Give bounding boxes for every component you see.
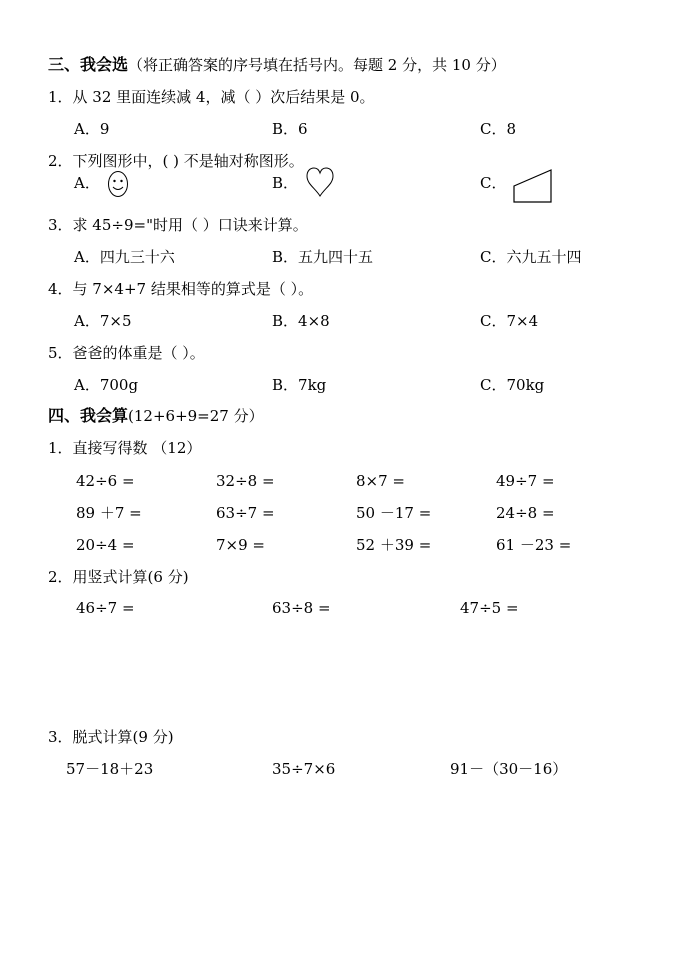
stepwise-calc-item: 35÷7×6 — [272, 760, 336, 778]
trapezoid-icon — [512, 168, 554, 204]
question-5-option-b: B．7kg — [272, 376, 327, 394]
section4-title: 四、我会算 — [48, 406, 129, 425]
calc-item: 24÷8 = — [496, 504, 555, 522]
question-5-option-a: A．700g — [74, 376, 139, 394]
vertical-calc-item: 47÷5 = — [460, 599, 519, 617]
section4-note: (12+6+9=27 分） — [128, 407, 264, 425]
question-2-option-a — [74, 173, 100, 193]
calc-item: 63÷7 = — [216, 504, 275, 522]
question-4-stem: 4．与 7×4+7 结果相等的算式是（ ）。 — [48, 280, 314, 298]
part2-title: 2．用竖式计算(6 分) — [48, 568, 189, 586]
vertical-calc-item: 46÷7 = — [76, 599, 135, 617]
section3-title: 三、我会选 — [48, 55, 129, 74]
calc-item: 52 ＋39 = — [356, 536, 432, 554]
question-2-stem: 2．下列图形中，( ) 不是轴对称图形。 — [48, 152, 304, 170]
part3-title: 3．脱式计算(9 分) — [48, 728, 174, 746]
calc-item: 49÷7 = — [496, 472, 555, 490]
question-4-option-c: C．7×4 — [480, 312, 539, 330]
heart-icon — [305, 166, 335, 198]
part1-title: 1．直接写得数 （12） — [48, 439, 202, 457]
question-1-option-c: C．8 — [480, 120, 517, 138]
calc-item: 42÷6 = — [76, 472, 135, 490]
section3-note: （将正确答案的序号填在括号内。每题 2 分，共 10 分） — [128, 56, 506, 74]
question-3-option-a: A．四九三十六 — [74, 248, 175, 266]
calc-item: 8×7 = — [356, 472, 405, 490]
section3-heading — [48, 55, 506, 75]
question-2-option-b — [272, 173, 298, 193]
calc-item: 32÷8 = — [216, 472, 275, 490]
stepwise-calc-item: 57－18＋23 — [66, 760, 154, 778]
question-2-option-c-label: C． — [480, 174, 507, 192]
stepwise-calc-item: 91－（30－16） — [450, 760, 568, 778]
calc-item: 7×9 = — [216, 536, 265, 554]
question-5-stem: 5．爸爸的体重是（ ）。 — [48, 344, 205, 362]
question-1-option-b: B．6 — [272, 120, 308, 138]
question-3-option-b: B．五九四十五 — [272, 248, 374, 266]
question-4-option-a: A．7×5 — [74, 312, 132, 330]
question-4-option-b: B．4×8 — [272, 312, 330, 330]
calc-item: 20÷4 = — [76, 536, 135, 554]
question-2-option-c — [480, 173, 506, 193]
question-2-option-a-label: A． — [74, 174, 100, 192]
calc-item: 61 －23 = — [496, 536, 572, 554]
question-1-stem: 1．从 32 里面连续减 4，减（ ）次后结果是 0。 — [48, 88, 375, 106]
section4-heading — [48, 406, 264, 426]
vertical-calc-item: 63÷8 = — [272, 599, 331, 617]
question-3-stem: 3．求 45÷9="时用（ ）口诀来计算。 — [48, 216, 308, 234]
question-1-option-a: A．9 — [74, 120, 110, 138]
calc-item: 89 ＋7 = — [76, 504, 142, 522]
question-5-option-c: C．70kg — [480, 376, 545, 394]
question-2-option-b-label: B． — [272, 174, 299, 192]
calc-item: 50 －17 = — [356, 504, 432, 522]
smiley-face-icon — [107, 170, 129, 198]
question-3-option-c: C．六九五十四 — [480, 248, 582, 266]
